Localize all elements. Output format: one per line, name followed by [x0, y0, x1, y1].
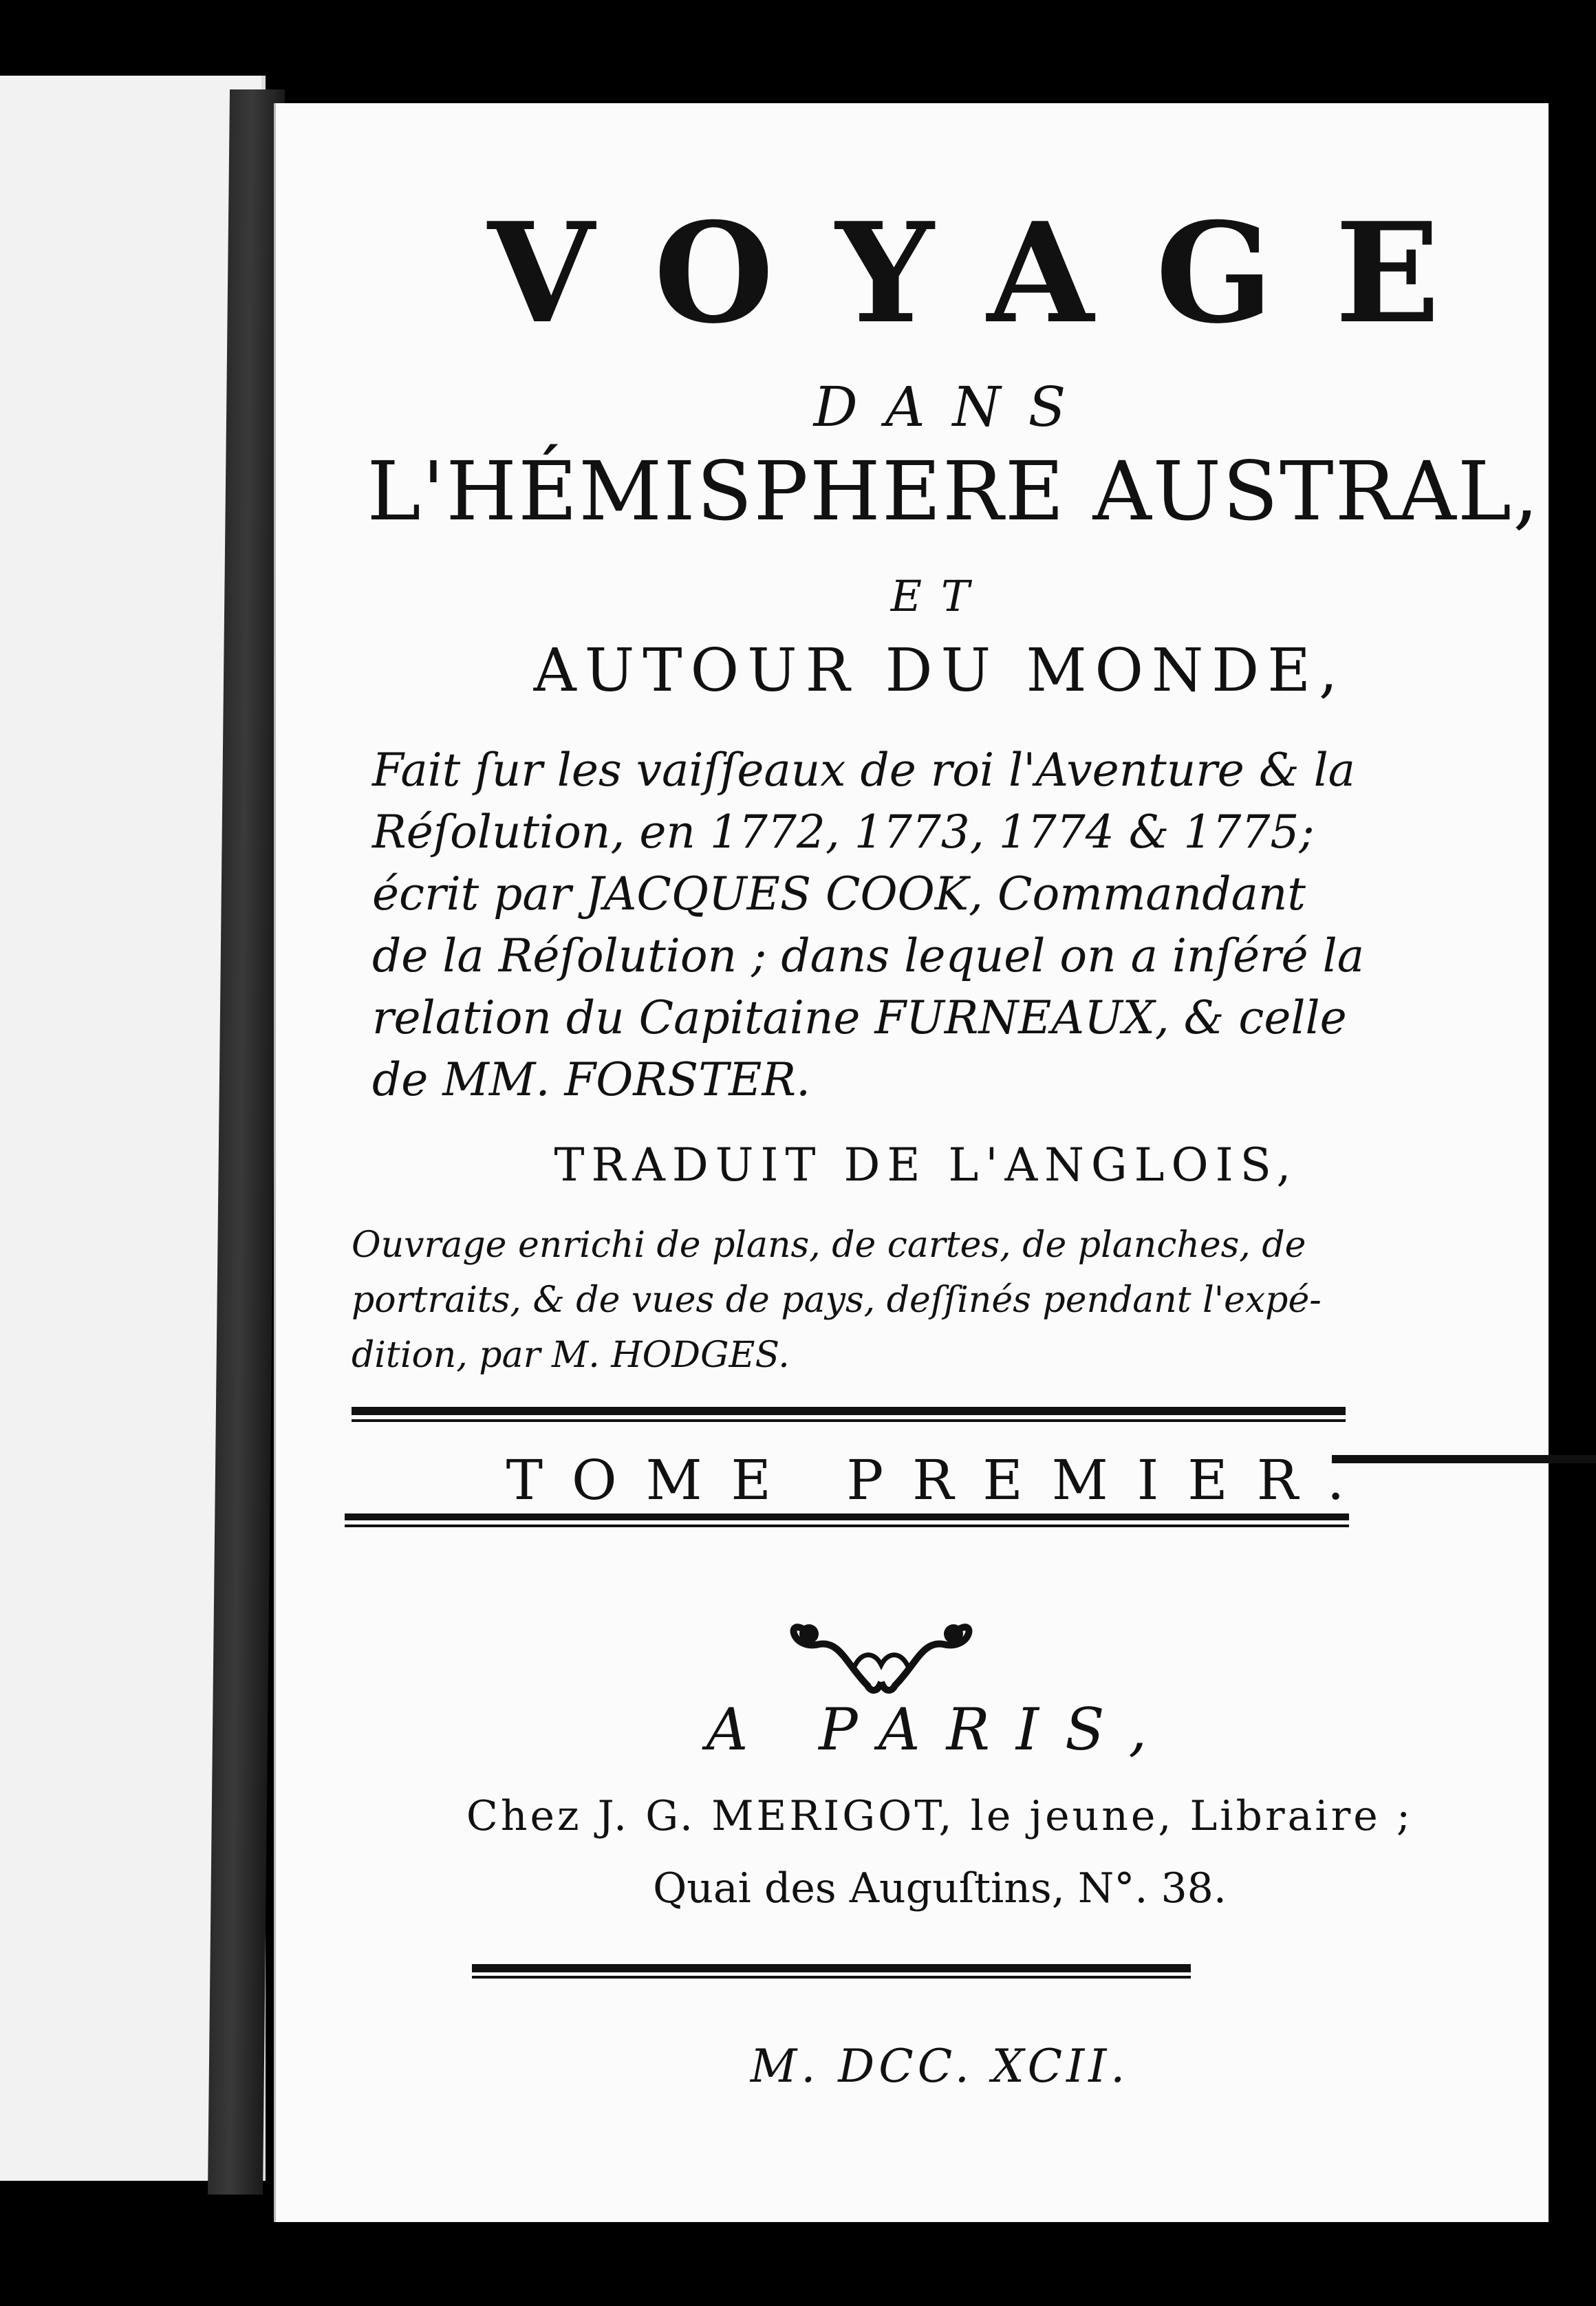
- volume-label: TOME PREMIER.: [506, 1448, 1374, 1512]
- subtitle-hemisphere: L'HÉMISPHERE AUSTRAL,: [367, 444, 1540, 539]
- ouvrage-line: Ouvrage enrichi de plans, de cartes, de planches, de: [352, 1225, 1306, 1266]
- description-paragraph: [372, 740, 1459, 1111]
- fleuron-ornament-icon: [778, 1603, 984, 1706]
- description-line: de MM. FORSTER.: [372, 1053, 811, 1106]
- divider-rule: [352, 1407, 1346, 1415]
- imprint-address: Quai des Auguſtins, N°. 38.: [653, 1864, 1227, 1912]
- ouvrage-line: portraits, & de vues de pays, deſſinés pendant l'expé-: [352, 1280, 1322, 1321]
- ouvrage-line: dition, par M. HODGES.: [352, 1335, 790, 1376]
- subtitle-autour: AUTOUR DU MONDE,: [533, 636, 1346, 705]
- imprint-place: A PARIS,: [706, 1696, 1174, 1763]
- translation-note: TRADUIT DE L'ANGLOIS,: [554, 1139, 1298, 1192]
- divider-rule: [345, 1524, 1349, 1527]
- description-line: relation du Capitaine FURNEAUX, & celle: [372, 991, 1347, 1044]
- description-line: écrit par JACQUES COOK, Commandant: [372, 868, 1306, 920]
- divider-rule: [352, 1419, 1346, 1422]
- title-voyage: VOYAGE: [487, 193, 1502, 354]
- description-line: Fait ſur les vaiſſeaux de roi l'Aventure & la: [372, 744, 1356, 797]
- ouvrage-paragraph: [352, 1218, 1452, 1383]
- subtitle-dans: DANS: [813, 375, 1094, 439]
- divider-rule: [345, 1513, 1349, 1520]
- subtitle-et: ET: [890, 571, 989, 621]
- divider-rule: [472, 1964, 1191, 1972]
- imprint-date: M. DCC. XCII.: [750, 2040, 1130, 2093]
- description-line: Réſolution, en 1772, 1773, 1774 & 1775;: [372, 806, 1315, 859]
- imprint-publisher: Chez J. G. MERIGOT, le jeune, Libraire ;: [466, 1792, 1414, 1840]
- divider-rule: [472, 1976, 1191, 1979]
- description-line: de la Réſolution ; dans lequel on a inſéré la: [372, 929, 1365, 982]
- title-page: [274, 103, 1549, 2222]
